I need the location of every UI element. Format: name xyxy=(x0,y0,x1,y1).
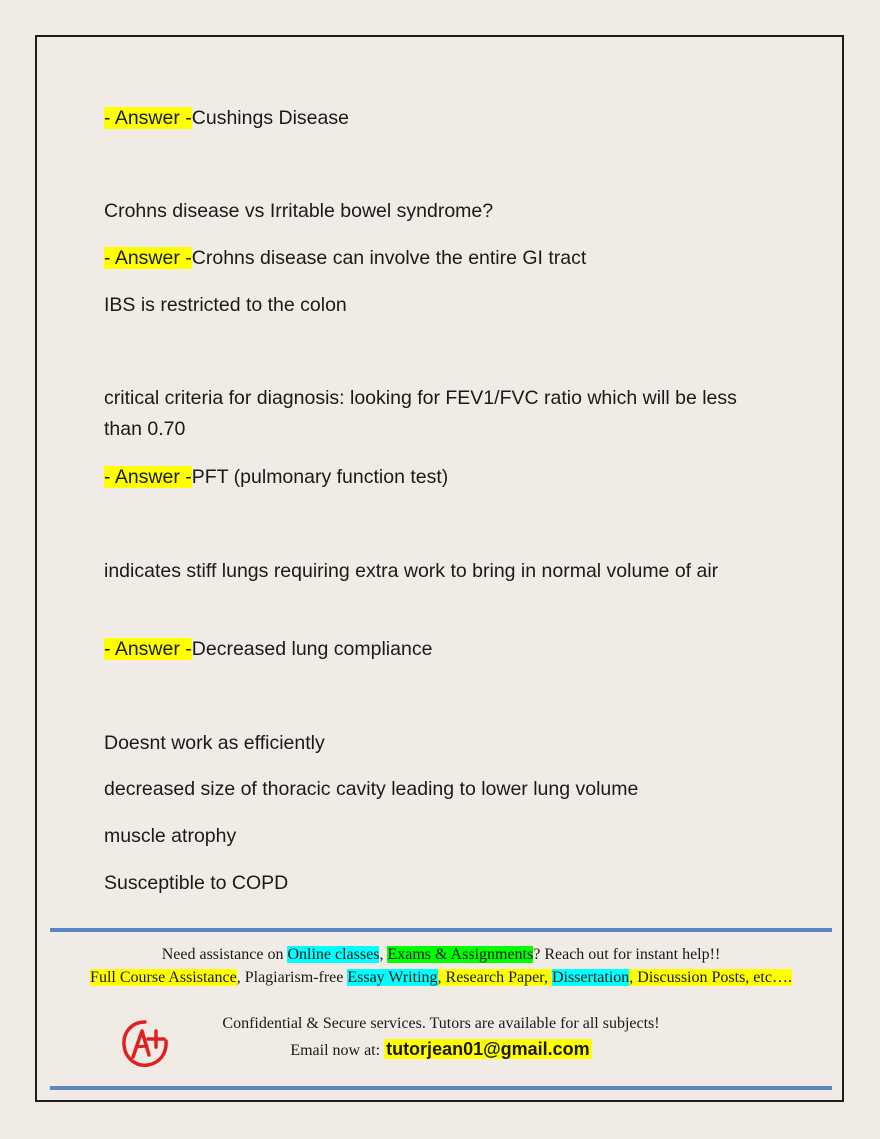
answer-text: PFT (pulmonary function test) xyxy=(191,466,449,488)
footer-line-1 xyxy=(50,944,832,966)
footer-text: Need assistance on xyxy=(161,946,288,963)
answer-label: - Answer - xyxy=(104,466,192,488)
answer-1 xyxy=(104,103,764,134)
answer-label: - Answer - xyxy=(104,247,192,269)
answer-2-line-2: IBS is restricted to the colon xyxy=(104,294,347,316)
answer-label: - Answer - xyxy=(104,638,192,660)
answer-label: - Answer - xyxy=(104,107,192,129)
answer-text: Cushings Disease xyxy=(191,107,349,129)
footer-text: , xyxy=(379,946,388,963)
online-classes-link: Online classes xyxy=(287,946,380,963)
answer-2 xyxy=(104,243,764,274)
footer-bottom-rule xyxy=(50,1086,832,1090)
footer-top-rule xyxy=(50,928,832,932)
footer-line-3: Confidential & Secure services. Tutors are available for all subjects! xyxy=(222,1015,660,1032)
list-item: Susceptible to COPD xyxy=(104,872,289,894)
answer-3 xyxy=(104,462,764,493)
dissertation-text: Dissertation xyxy=(551,969,630,986)
question-4: indicates stiff lungs requiring extra work to bring in normal volume of air xyxy=(104,560,719,582)
question-3: critical criteria for diagnosis: looking for FEV1/FVC ratio which will be less than 0.70 xyxy=(104,387,737,440)
full-course-text: Full Course Assistance xyxy=(90,969,237,986)
list-item: Doesnt work as efficiently xyxy=(104,732,325,754)
answer-4 xyxy=(104,634,764,665)
footer-text: ? Reach out for instant help!! xyxy=(533,946,721,963)
footer-text: Email now at: xyxy=(290,1042,385,1059)
list-item: muscle atrophy xyxy=(104,825,237,847)
email-link[interactable]: tutorjean01@gmail.com xyxy=(386,1039,590,1059)
list-item: decreased size of thoracic cavity leading to lower lung volume xyxy=(104,778,639,800)
footer-line-4 xyxy=(50,1038,832,1062)
research-paper-text: , Research Paper, xyxy=(437,969,552,986)
discussion-posts-text: , Discussion Posts, etc…. xyxy=(629,969,792,986)
footer-line-2 xyxy=(50,967,832,989)
question-2: Crohns disease vs Irritable bowel syndrome? xyxy=(104,200,494,222)
answer-text: Decreased lung compliance xyxy=(191,638,433,660)
footer-text: , Plagiarism-free xyxy=(236,969,348,986)
exams-assignments-link: Exams & Assignments xyxy=(387,946,534,963)
essay-writing-text: Essay Writing xyxy=(347,969,438,986)
answer-text: Crohns disease can involve the entire GI tract xyxy=(191,247,587,269)
